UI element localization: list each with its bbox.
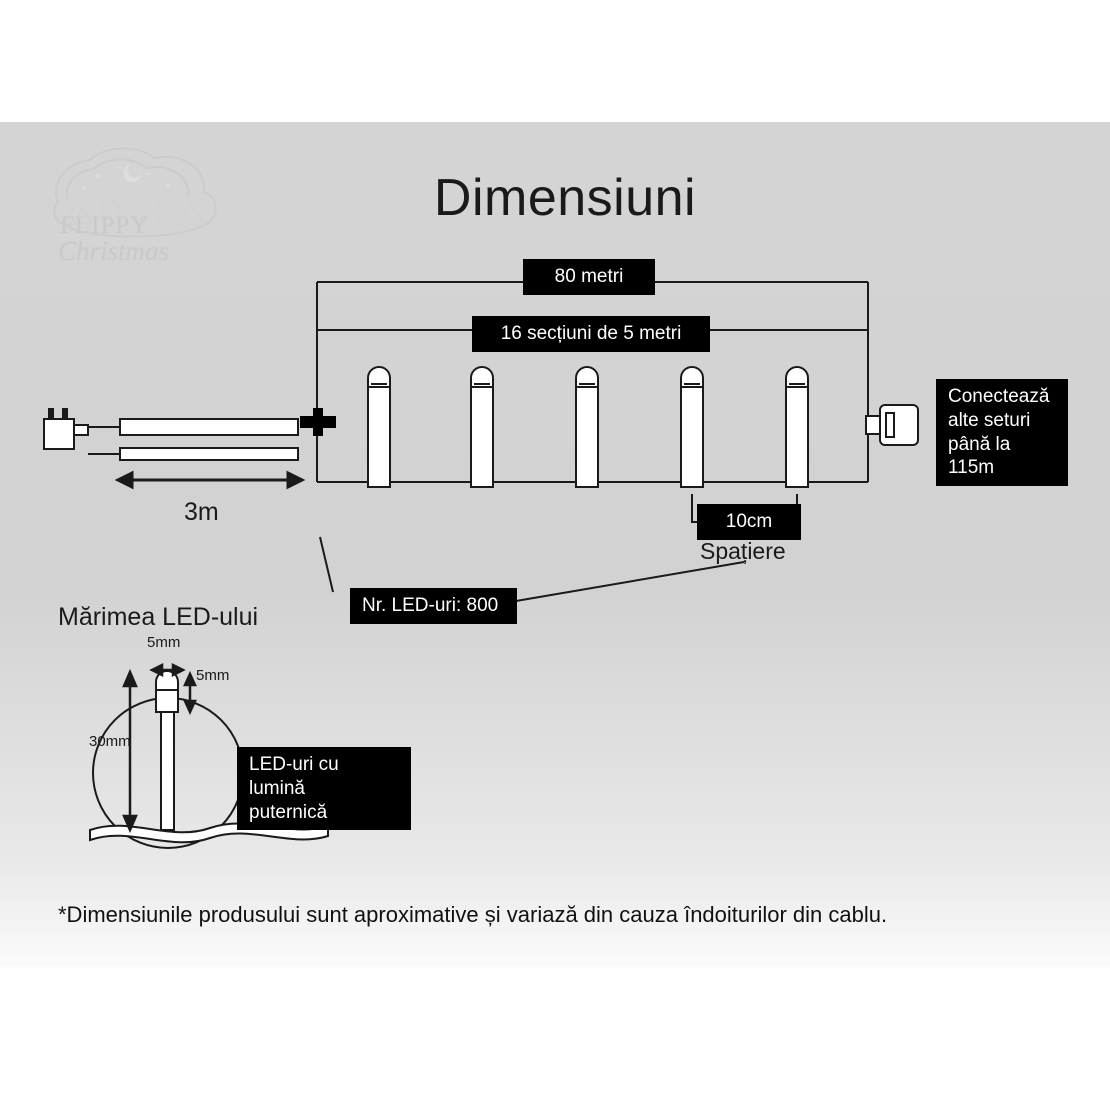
- led-bulb-group: [368, 367, 808, 487]
- label-lead-length: 3m: [184, 498, 219, 526]
- power-plug-icon: [44, 408, 88, 449]
- connect-more-line-1: Conectează: [948, 386, 1050, 407]
- tag-sections: 16 secțiuni de 5 metri: [472, 316, 710, 352]
- page-title: Dimensiuni: [433, 169, 697, 227]
- label-led-size-heading: Mărimea LED-ului: [58, 603, 259, 631]
- cable-junction: [300, 408, 336, 436]
- led-brightness-line-1: LED-uri cu lumină: [249, 754, 339, 799]
- tag-led-count: Nr. LED-uri: 800: [350, 588, 517, 624]
- led-brightness-line-2: puternică: [249, 801, 328, 823]
- connect-more-line-2: alte seturi: [948, 409, 1031, 431]
- label-led-height: 5mm: [196, 667, 230, 684]
- connect-more-line-3: până la 115m: [948, 433, 1011, 479]
- lead-length-arrow: [118, 473, 302, 487]
- tag-led-brightness: [237, 747, 411, 830]
- watermark-line1: FLIPPY: [60, 212, 150, 239]
- label-led-total-height: 30mm: [89, 733, 131, 750]
- label-led-width: 5mm: [147, 634, 181, 651]
- extension-connector-icon: [866, 405, 918, 445]
- lead-cable: [88, 419, 298, 460]
- watermark-line2: Christmas: [58, 236, 170, 266]
- label-spacing-caption: Spațiere: [700, 538, 786, 564]
- footnote: *Dimensiunile produsului sunt aproximative și variază din cauza îndoiturilor din cablu.: [58, 902, 888, 927]
- tag-total-length: 80 metri: [523, 259, 655, 295]
- tag-spacing-value: 10cm: [697, 504, 801, 540]
- tag-connect-more: [936, 379, 1068, 486]
